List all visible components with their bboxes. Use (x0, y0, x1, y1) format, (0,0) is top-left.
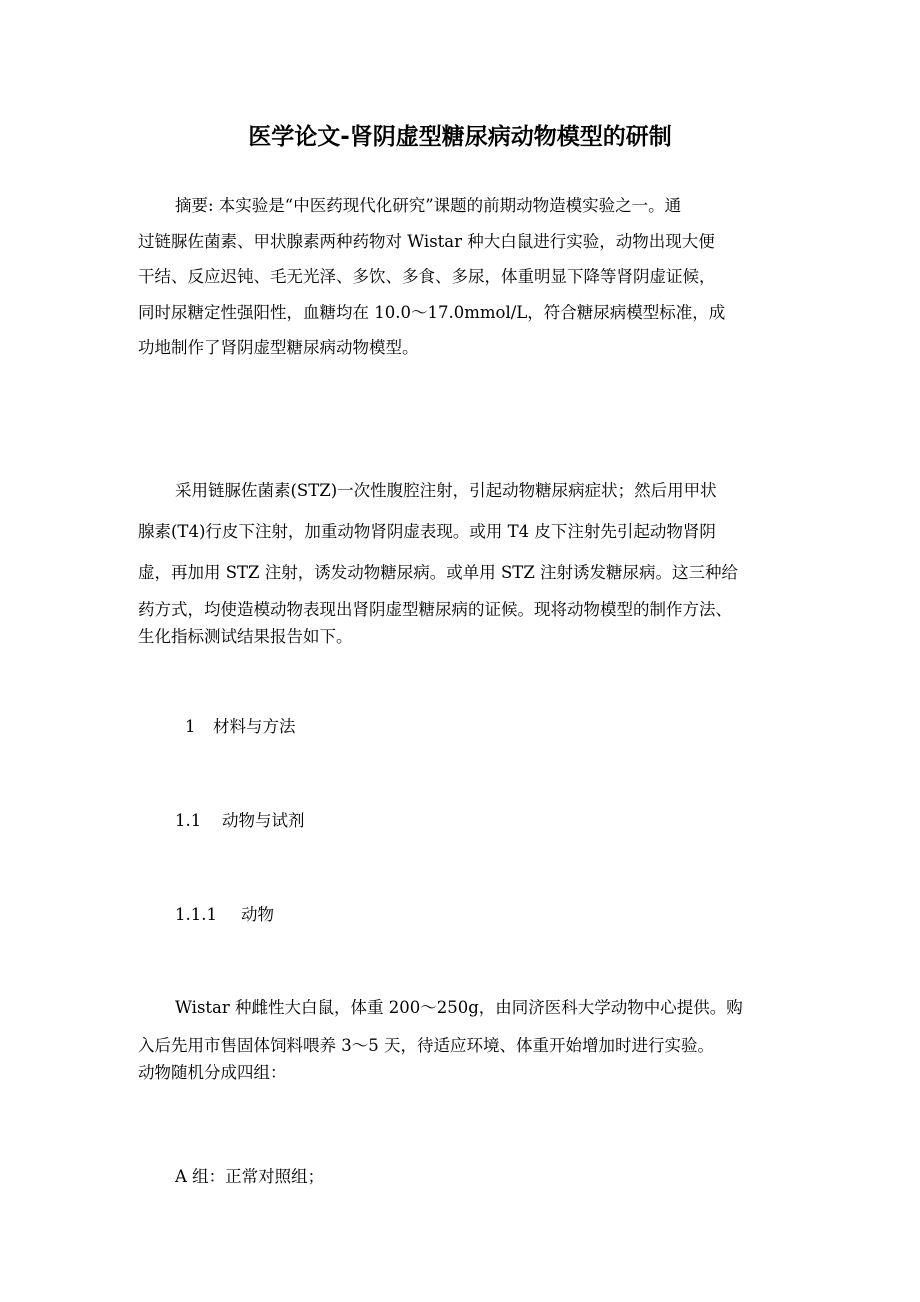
method-paragraph (138, 477, 783, 651)
section-title: 动物与试剂 (222, 811, 305, 830)
section-title: 动物 (241, 905, 274, 924)
document-title: 医学论文-肾阴虚型糖尿病动物模型的研制 (248, 124, 672, 150)
section-number: 1.1.1 (175, 905, 217, 924)
section-heading-1 (185, 713, 296, 741)
abstract-line: 同时尿糖定性强阳性，血糖均在 10.0～17.0mmol/L，符合糖尿病模型标准，成 (138, 302, 726, 322)
abstract-line: 过链脲佐菌素、甲状腺素两种药物对 Wistar 种大白鼠进行实验，动物出现大便 (138, 231, 715, 251)
method-line: 采用链脲佐菌素(STZ)一次性腹腔注射，引起动物糖尿病症状；然后用甲状 (175, 481, 717, 500)
method-line: 药方式，均使造模动物表现出肾阴虚型糖尿病的证候。现将动物模型的制作方法、 (138, 600, 732, 619)
animal-line: Wistar 种雌性大白鼠，体重 200～250g，由同济医科大学动物中心提供。购 (175, 998, 743, 1017)
abstract-paragraph (138, 192, 783, 370)
method-line: 生化指标测试结果报告如下。 (138, 627, 353, 646)
section-heading-1-1-1 (175, 901, 274, 929)
abstract-line: 摘要: 本实验是“中医药现代化研究”课题的前期动物造模实验之一。通 (175, 196, 682, 215)
animal-line: 入后先用市售固体饲料喂养 3～5 天，待适应环境、体重开始增加时进行实验。 (138, 1036, 714, 1055)
abstract-line: 功地制作了肾阴虚型糖尿病动物模型。 (138, 338, 419, 357)
method-line: 腺素(T4)行皮下注射，加重动物肾阴虚表现。或用 T4 皮下注射先引起动物肾阴 (138, 522, 716, 541)
section-title: 材料与方法 (213, 717, 296, 736)
section-number: 1 (185, 717, 196, 736)
group-a-text: A 组：正常对照组； (175, 1167, 325, 1186)
abstract-line: 干结、反应迟钝、毛无光泽、多饮、多食、多尿，体重明显下降等肾阴虚证候， (138, 267, 716, 286)
section-heading-1-1 (175, 807, 305, 835)
section-number: 1.1 (175, 811, 202, 830)
animal-paragraph (138, 994, 783, 1087)
animal-line: 动物随机分成四组： (138, 1063, 287, 1082)
method-line: 虚，再加用 STZ 注射，诱发动物糖尿病。或单用 STZ 注射诱发糖尿病。这三种给 (138, 563, 739, 582)
